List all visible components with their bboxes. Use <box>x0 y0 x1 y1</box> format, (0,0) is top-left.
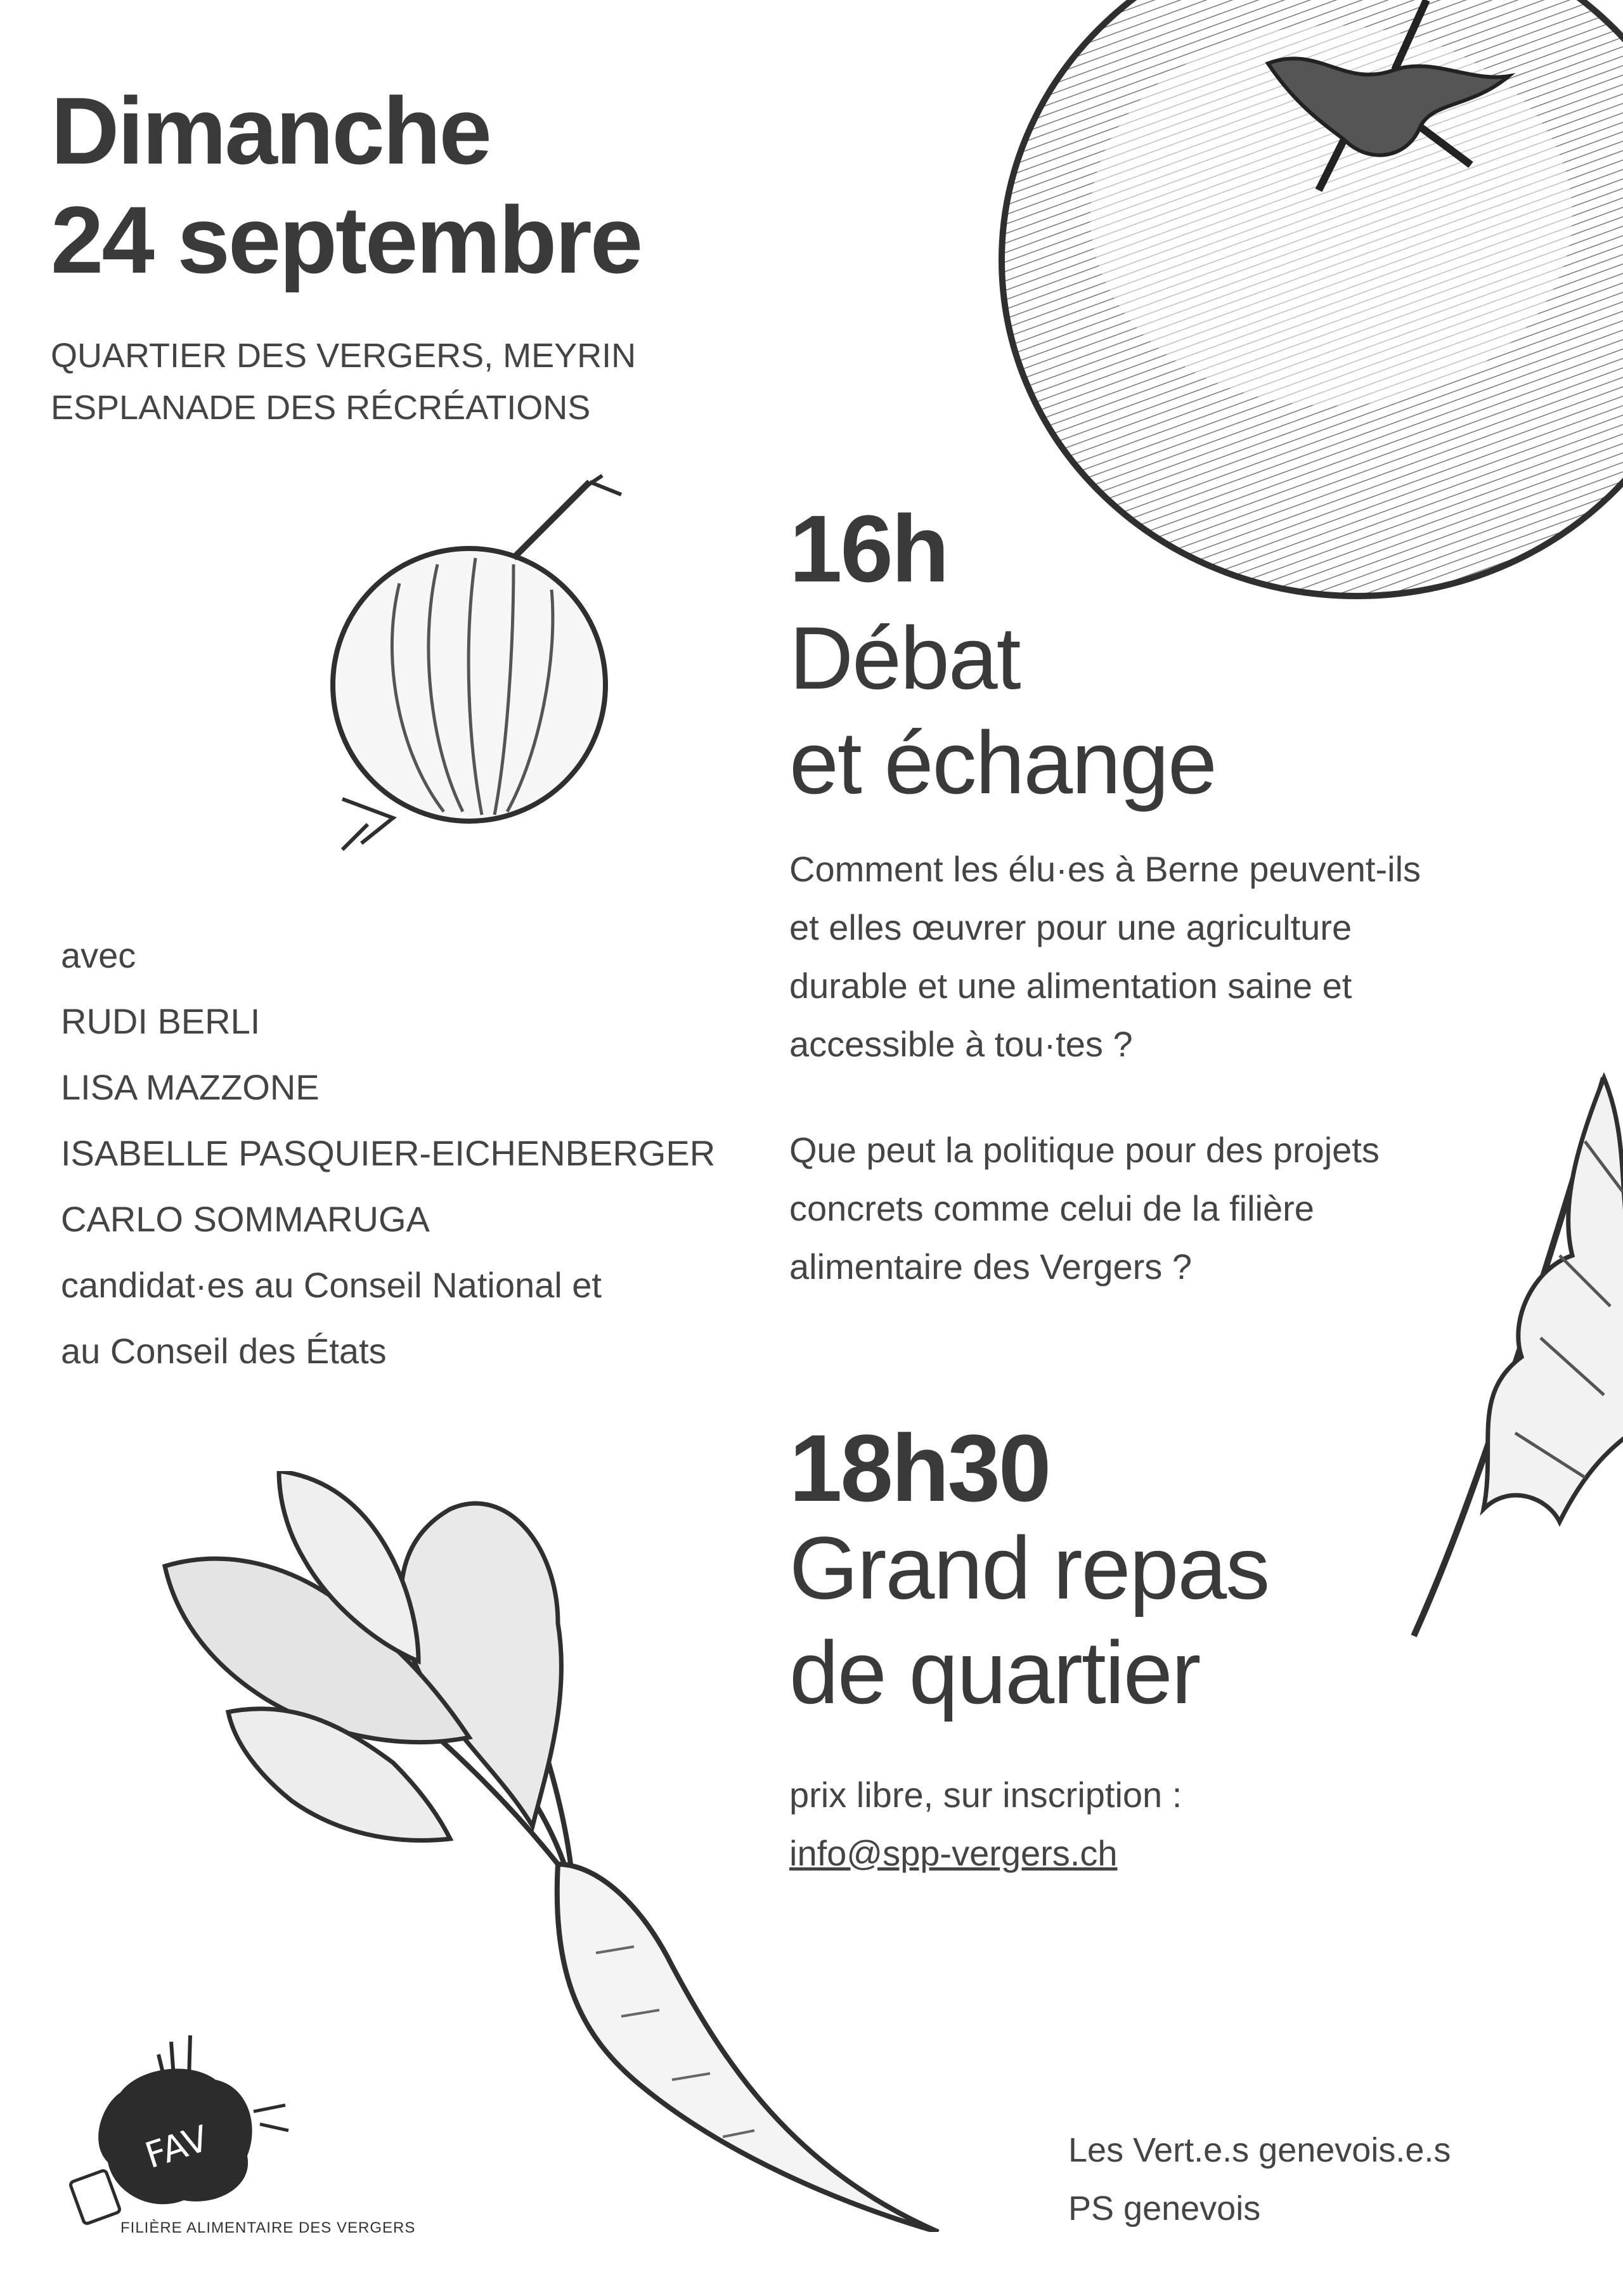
venue-address <box>51 330 636 434</box>
logo-mark: FAV <box>140 2118 214 2177</box>
event1-para1-line: durable et une alimentation saine et <box>789 966 1352 1006</box>
date-full: 24 septembre <box>51 186 642 293</box>
event1-title-line2: et échange <box>789 713 1216 812</box>
event1-question2 <box>789 1121 1550 1296</box>
event2-title-line2: de quartier <box>789 1623 1200 1722</box>
organizers <box>1068 2121 1451 2238</box>
event1-para1-line: et elles œuvrer pour une agriculture <box>789 907 1352 947</box>
event1-para2-line: Que peut la politique pour des projets <box>789 1130 1380 1170</box>
organizer-ps: PS genevois <box>1068 2189 1261 2228</box>
event2-time: 18h30 <box>789 1415 1050 1521</box>
event2-info <box>789 1766 1550 1883</box>
event1-para1-line: accessible à tou·tes ? <box>789 1024 1133 1064</box>
speakers-role-line1: candidat·es au Conseil National et <box>61 1265 602 1305</box>
onion-illustration <box>304 469 659 862</box>
logo-caption: FILIÈRE ALIMENTAIRE DES VERGERS <box>120 2219 416 2236</box>
speaker-name: ISABELLE PASQUIER-EICHENBERGER <box>61 1133 716 1173</box>
event-date <box>51 76 641 294</box>
date-day: Dimanche <box>51 77 490 184</box>
venue-line2: ESPLANADE DES RÉCRÉATIONS <box>51 389 591 427</box>
event2-title <box>789 1515 1269 1725</box>
registration-email-link[interactable]: info@spp-vergers.ch <box>789 1833 1118 1873</box>
event1-para1-line: Comment les élu·es à Berne peuvent-ils <box>789 849 1421 889</box>
event2-note: prix libre, sur inscription : <box>789 1775 1182 1815</box>
speaker-name: CARLO SOMMARUGA <box>61 1199 430 1239</box>
speaker-name: LISA MAZZONE <box>61 1067 320 1107</box>
event1-question1 <box>789 840 1550 1073</box>
event1-time: 16h <box>789 495 948 602</box>
fav-logo <box>63 2016 292 2226</box>
organizer-greens: Les Vert.e.s genevois.e.s <box>1068 2131 1451 2169</box>
speaker-name: RUDI BERLI <box>61 1001 261 1041</box>
venue-line1: QUARTIER DES VERGERS, MEYRIN <box>51 337 637 375</box>
event1-title <box>789 606 1216 815</box>
speakers-role-line2: au Conseil des États <box>61 1331 387 1371</box>
tomato-illustration <box>989 0 1623 615</box>
event1-para2-line: concrets comme celui de la filière <box>789 1188 1314 1228</box>
event1-para2-line: alimentaire des Vergers ? <box>789 1247 1193 1287</box>
speaker-list <box>61 923 715 1384</box>
speakers-intro: avec <box>61 935 136 975</box>
event2-title-line1: Grand repas <box>789 1518 1269 1618</box>
event1-title-line1: Débat <box>789 608 1020 708</box>
